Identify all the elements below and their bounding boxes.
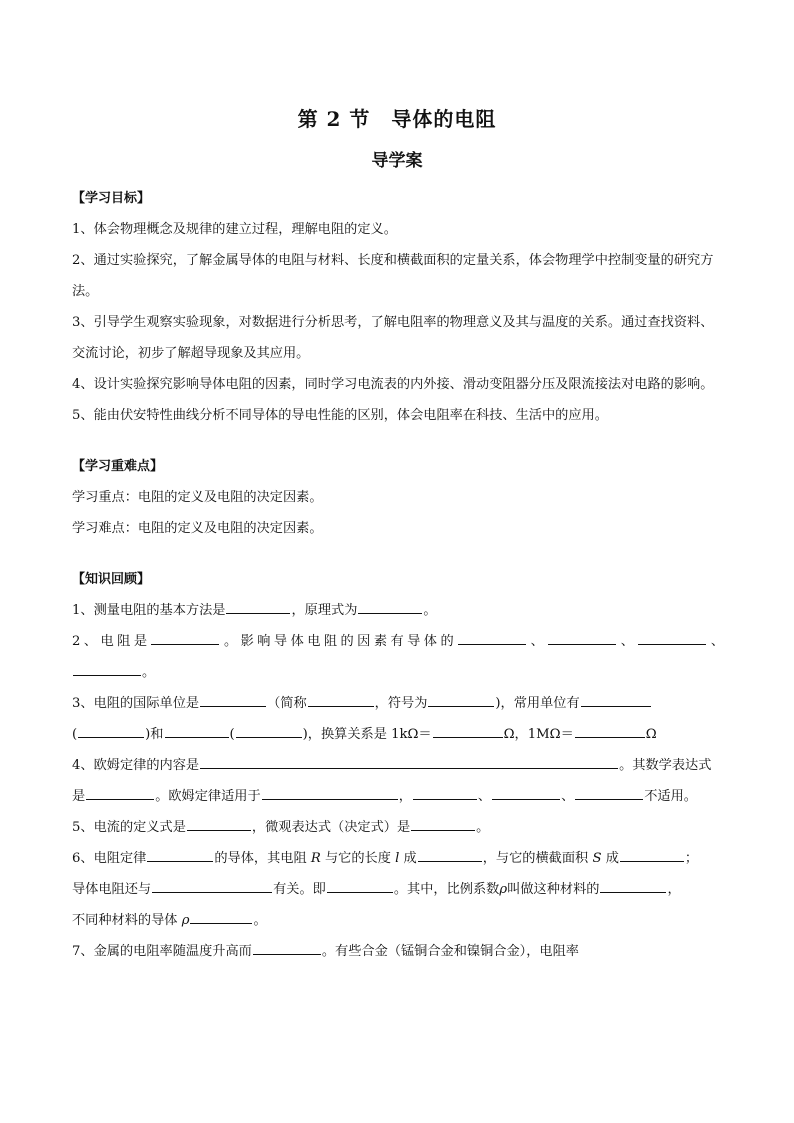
review-question-2: 2、电阻是 。影响导体电阻的因素有导体的 、 、 、: [72, 626, 724, 657]
key-point-item: 学习难点：电阻的定义及电阻的决定因素。: [72, 521, 323, 536]
review-question-2-cont: 。: [72, 657, 724, 688]
review-question-3: 3、电阻的国际单位是 （简称 ，符号为 )，常用单位有: [72, 688, 724, 719]
answer-blank[interactable]: [327, 877, 393, 893]
answer-blank[interactable]: [187, 815, 251, 831]
answer-blank[interactable]: [413, 784, 477, 800]
review-question-7: 7、金属的电阻率随温度升高而 。有些合金（锰铜合金和镍铜合金），电阻率: [72, 936, 724, 967]
answer-blank[interactable]: [151, 629, 219, 645]
review-question-1: 1、测量电阻的基本方法是 ，原理式为 。: [72, 595, 724, 626]
answer-blank[interactable]: [433, 722, 503, 738]
answer-blank[interactable]: [78, 722, 144, 738]
answer-blank[interactable]: [638, 629, 706, 645]
answer-blank[interactable]: [165, 722, 229, 738]
answer-blank[interactable]: [548, 629, 616, 645]
page-title: 第 2 节 导体的电阻: [297, 107, 497, 131]
review-question-3-cont: ( )和 ( )，换算关系是 1kΩ＝ Ω，1MΩ＝ Ω: [72, 719, 724, 750]
answer-blank[interactable]: [253, 939, 321, 955]
goal-item: 4、设计实验探究影响导体电阻的因素，同时学习电流表的内外接、滑动变阻器分压及限流接法对电路的影响。: [72, 377, 714, 392]
answer-blank[interactable]: [152, 877, 272, 893]
answer-blank[interactable]: [575, 722, 645, 738]
review-question-6-cont: 导体电阻还与 有关。即 。其中，比例系数ρ叫做这种材料的 ，: [72, 874, 724, 905]
section-heading-review: 【知识回顾】: [72, 572, 151, 587]
answer-blank[interactable]: [620, 846, 684, 862]
answer-blank[interactable]: [600, 877, 666, 893]
key-point-item: 学习重点：电阻的定义及电阻的决定因素。: [72, 490, 323, 505]
review-question-5: 5、电流的定义式是 ，微观表达式（决定式）是 。: [72, 812, 724, 843]
page-subtitle: 导学案: [371, 151, 423, 171]
section-heading-key-points: 【学习重难点】: [72, 459, 164, 474]
answer-blank[interactable]: [358, 598, 422, 614]
goal-item: 5、能由伏安特性曲线分析不同导体的导电性能的区别，体会电阻率在科技、生活中的应用。: [72, 408, 608, 423]
answer-blank[interactable]: [581, 691, 651, 707]
answer-blank[interactable]: [86, 784, 154, 800]
answer-blank[interactable]: [73, 660, 141, 676]
goal-item: 3、引导学生观察实验现象，对数据进行分析思考，了解电阻率的物理意义及其与温度的关系。通过查找资料、交流讨论，初步了解超导现象及其应用。: [72, 315, 714, 361]
review-question-6: 6、电阻定律 的导体，其电阻 R 与它的长度 l 成 ，与它的横截面积 S 成 ；: [72, 843, 724, 874]
answer-blank[interactable]: [226, 598, 290, 614]
review-question-4-cont: 是 。欧姆定律适用于 ， 、 、 不适用。: [72, 781, 724, 812]
answer-blank[interactable]: [236, 722, 302, 738]
answer-blank[interactable]: [200, 753, 618, 769]
section-heading-goals: 【学习目标】: [72, 191, 151, 206]
answer-blank[interactable]: [458, 629, 526, 645]
goal-item: 2、通过实验探究，了解金属导体的电阻与材料、长度和横截面积的定量关系，体会物理学中控制变量的研究方法。: [72, 253, 714, 299]
answer-blank[interactable]: [190, 908, 252, 924]
answer-blank[interactable]: [575, 784, 643, 800]
document-body: [72, 183, 724, 967]
answer-blank[interactable]: [147, 846, 213, 862]
answer-blank[interactable]: [411, 815, 475, 831]
answer-blank[interactable]: [200, 691, 266, 707]
review-question-4: 4、欧姆定律的内容是 。其数学表达式: [72, 750, 724, 781]
answer-blank[interactable]: [308, 691, 374, 707]
answer-blank[interactable]: [492, 784, 560, 800]
review-question-6-cont2: 不同种材料的导体 ρ 。: [72, 905, 724, 936]
goal-item: 1、体会物理概念及规律的建立过程，理解电阻的定义。: [72, 222, 397, 237]
answer-blank[interactable]: [262, 784, 398, 800]
answer-blank[interactable]: [418, 846, 482, 862]
answer-blank[interactable]: [428, 691, 494, 707]
